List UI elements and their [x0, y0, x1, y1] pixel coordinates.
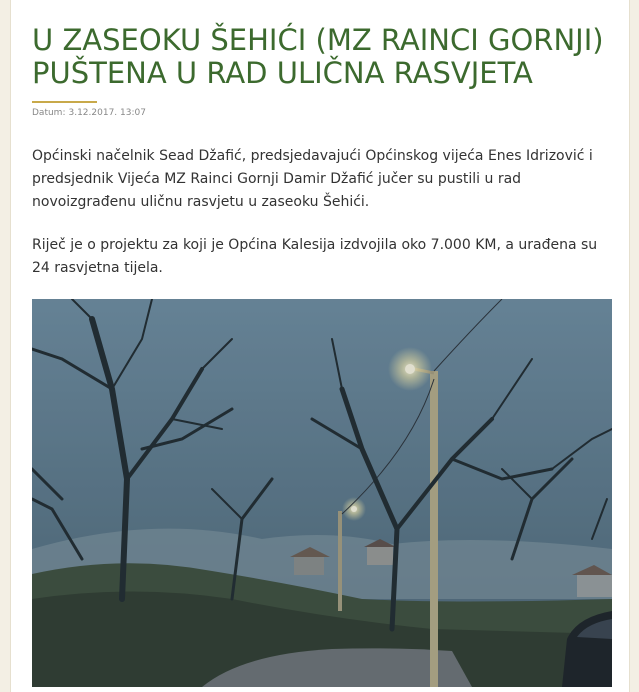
article-title: U ZASEOKU ŠEHIĆI (MZ RAINCI GORNJI) PUŠTENA U RAD ULIČNA RASVJETA: [32, 23, 604, 90]
title-divider: [32, 101, 97, 103]
article: [32, 24, 612, 280]
article-meta: [32, 108, 612, 118]
date-value: 3.12.2017. 13:07: [68, 108, 146, 118]
article-photo[interactable]: [32, 299, 612, 687]
article-paragraph-1: Općinski načelnik Sead Džafić, predsjedavajući Općinskog vijeća Enes Idrizović i predsjednik Vijeća MZ Rainci Gornji Damir Džafić jučer su pustili u rad novoizgrađenu uličnu rasvjetu u zaseoku Šehići.: [32, 148, 593, 210]
date-label: Datum:: [32, 108, 66, 118]
street-lights-photo: [32, 299, 612, 687]
photo-tint: [32, 299, 612, 687]
page: [10, 0, 630, 692]
article-paragraph-2: Riječ je o projektu za koji je Općina Kalesija izdvojila oko 7.000 KM, a urađena su 24 rasvjetna tijela.: [32, 237, 598, 276]
